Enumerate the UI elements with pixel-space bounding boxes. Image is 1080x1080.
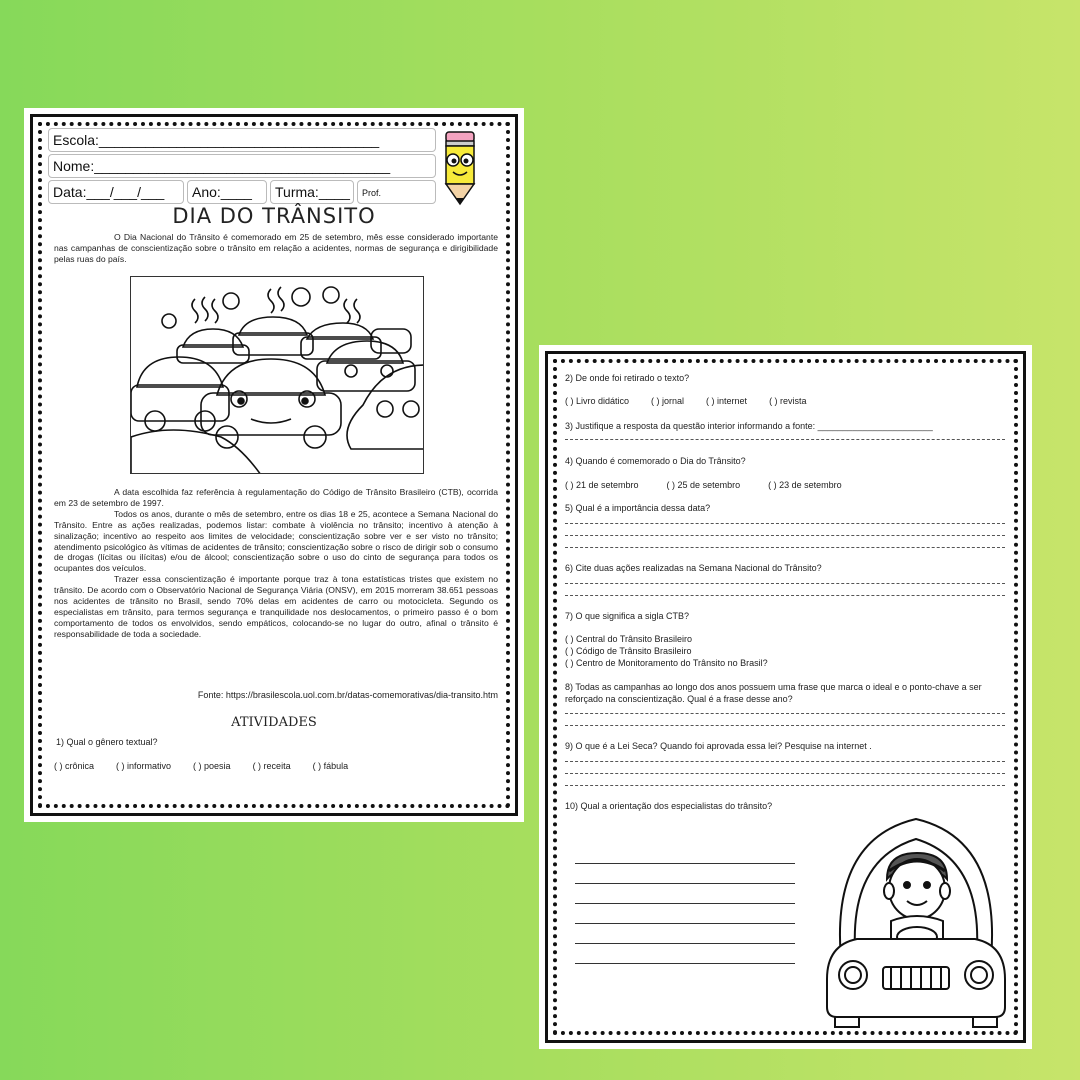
activities-title: ATIVIDADES bbox=[231, 715, 317, 730]
answer-line[interactable] bbox=[565, 725, 1005, 726]
answer-line[interactable] bbox=[565, 773, 1005, 774]
option-central[interactable]: ( ) Central do Trânsito Brasileiro bbox=[565, 634, 693, 644]
nome-field: Nome:______________________________________ bbox=[48, 154, 436, 178]
page-title: DIA DO TRÂNSITO bbox=[172, 204, 376, 228]
worksheet-page-2 bbox=[541, 347, 1030, 1047]
body-text bbox=[54, 487, 498, 640]
question-1-options bbox=[54, 761, 370, 771]
answer-line[interactable] bbox=[565, 535, 1005, 536]
question-4: 4) Quando é comemorado o Dia do Trânsito? bbox=[565, 456, 746, 466]
question-5: 5) Qual é a importância dessa data? bbox=[565, 503, 711, 513]
pencil-mascot-icon bbox=[438, 130, 482, 206]
answer-line[interactable] bbox=[565, 523, 1005, 524]
question-3: 3) Justifique a resposta da questão interior informando a fonte: _______________________ bbox=[565, 421, 933, 431]
traffic-jam-illustration bbox=[130, 276, 424, 474]
question-7-options bbox=[565, 633, 768, 669]
answer-line[interactable] bbox=[575, 963, 795, 964]
question-4-options bbox=[565, 480, 864, 490]
answer-line[interactable] bbox=[575, 923, 795, 924]
option-codigo[interactable]: ( ) Código de Trânsito Brasileiro bbox=[565, 646, 692, 656]
answer-line[interactable] bbox=[565, 583, 1005, 584]
option-cronica[interactable]: ( ) crônica bbox=[54, 761, 95, 771]
answer-line[interactable] bbox=[575, 903, 795, 904]
answer-line[interactable] bbox=[575, 943, 795, 944]
intro-paragraph: O Dia Nacional do Trânsito é comemorado em 25 de setembro, mês esse considerado importante nas campanhas de conscientização sobre o trânsito em relação a acidentes, normas de segurança e dirigibilidade pelas ruas do país. bbox=[54, 232, 498, 264]
turma-field: Turma:____ bbox=[270, 180, 354, 204]
question-7: 7) O que significa a sigla CTB? bbox=[565, 611, 690, 621]
question-2: 2) De onde foi retirado o texto? bbox=[565, 373, 690, 383]
option-poesia[interactable]: ( ) poesia bbox=[193, 761, 231, 771]
escola-field: Escola:____________________________________ bbox=[48, 128, 436, 152]
option-25-setembro[interactable]: ( ) 25 de setembro bbox=[666, 480, 741, 490]
option-informativo[interactable]: ( ) informativo bbox=[116, 761, 172, 771]
answer-line[interactable] bbox=[565, 761, 1005, 762]
option-livro-didatico[interactable]: ( ) Livro didático bbox=[565, 396, 630, 406]
option-21-setembro[interactable]: ( ) 21 de setembro bbox=[565, 480, 639, 490]
boy-driving-car-illustration bbox=[821, 809, 1011, 1031]
body-paragraph-1: A data escolhida faz referência à regulamentação do Código de Trânsito Brasileiro (CTB), ocorrida em 23 de setembro de 1997. bbox=[54, 487, 498, 508]
question-10: 10) Qual a orientação dos especialistas do trânsito? bbox=[565, 801, 773, 811]
worksheet-page-1 bbox=[26, 110, 522, 820]
answer-line[interactable] bbox=[565, 547, 1005, 548]
option-revista[interactable]: ( ) revista bbox=[769, 396, 807, 406]
option-23-setembro[interactable]: ( ) 23 de setembro bbox=[768, 480, 842, 490]
option-fabula[interactable]: ( ) fábula bbox=[312, 761, 349, 771]
body-paragraph-3: Trazer essa conscientização é importante porque traz à tona estatísticas tristes que existem no trânsito. De acordo com o Observatório Nacional de Segurança Viária (ONSV), em 2015 morreram 38.651 pessoas nos acidentes de trânsito no Brasil, sendo 70% delas em acidentes de carro ou motocicleta. Segundo os especialistas em trânsito, para termos segurança e tranquilidade nos deslocamentos, o primeiro passo é o bom comportamento de todos os envolvidos, sendo empáticos, colocando-se no lugar do outro, afinal o trânsito é responsabilidade de toda a sociedade. bbox=[54, 574, 498, 639]
body-paragraph-2: Todos os anos, durante o mês de setembro, entre os dias 18 e 25, acontece a Semana Nacional do Trânsito. Entre as ações realizadas, podemos listar: combate à violência no trânsito; incentivo à atenção à sinalização; incentivo ao respeito aos limites de velocidade; conscientização sobre ver e ser visto no trânsito; atendimento psicológico às vítimas de acidentes de trânsito; conscientização sobre o risco de dirigir sob o consumo de drogas (lícitas ou ilícitas) e/ou de álcool; conscientização sobre o uso do cinto de segurança para todos os ocupantes dos veículos. bbox=[54, 508, 498, 574]
question-2-options bbox=[565, 396, 829, 406]
source-line: Fonte: https://brasilescola.uol.com.br/datas-comemorativas/dia-transito.htm bbox=[197, 690, 498, 700]
answer-line[interactable] bbox=[565, 595, 1005, 596]
answer-line[interactable] bbox=[575, 883, 795, 884]
question-6: 6) Cite duas ações realizadas na Semana Nacional do Trânsito? bbox=[565, 563, 822, 573]
question-9: 9) O que é a Lei Seca? Quando foi aprovada essa lei? Pesquise na internet . bbox=[565, 741, 872, 751]
answer-line[interactable] bbox=[565, 439, 1005, 440]
answer-line[interactable] bbox=[575, 863, 795, 864]
question-8: 8) Todas as campanhas ao longo dos anos possuem uma frase que marca o ideal e o ponto-chave a ser reforçado na conscientização. Qual é a frase desse ano? bbox=[565, 682, 982, 704]
option-centro[interactable]: ( ) Centro de Monitoramento do Trânsito no Brasil? bbox=[565, 658, 768, 668]
answer-line[interactable] bbox=[565, 785, 1005, 786]
question-1: 1) Qual o gênero textual? bbox=[56, 737, 158, 747]
answer-line[interactable] bbox=[565, 713, 1005, 714]
prof-field: Prof. bbox=[357, 180, 436, 204]
ano-field: Ano:____ bbox=[187, 180, 267, 204]
option-internet[interactable]: ( ) internet bbox=[706, 396, 748, 406]
data-field: Data:___/___/___ bbox=[48, 180, 184, 204]
option-receita[interactable]: ( ) receita bbox=[252, 761, 291, 771]
option-jornal[interactable]: ( ) jornal bbox=[651, 396, 685, 406]
